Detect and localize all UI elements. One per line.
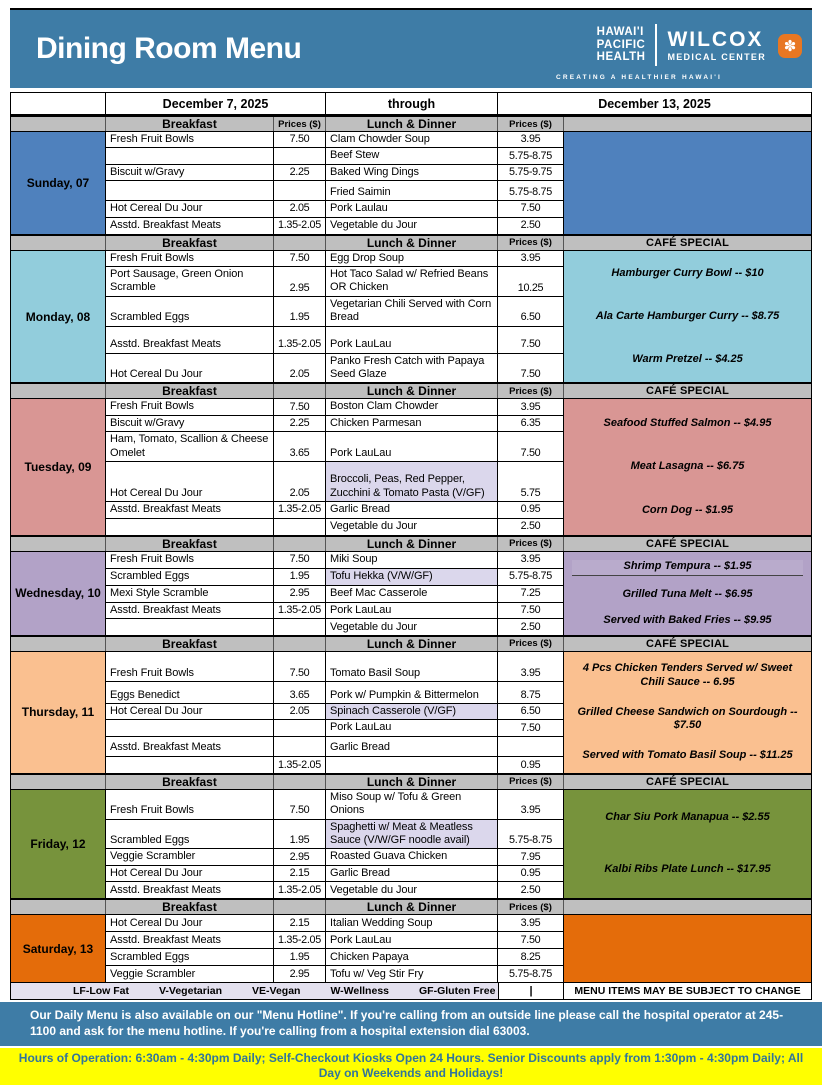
column-header-lunch-dinner: Lunch & Dinner: [326, 775, 498, 789]
breakfast-item-cell: Asstd. Breakfast Meats: [106, 327, 274, 354]
breakfast-price-cell: 1.95: [274, 569, 326, 586]
lunch-price-cell: 5.75-8.75: [498, 181, 564, 201]
logo-divider: [655, 24, 657, 66]
lunch-item-cell: Miki Soup: [326, 552, 498, 569]
breakfast-item-cell: Mexi Style Scramble: [106, 586, 274, 603]
day-label-friday: Friday, 12: [11, 790, 106, 898]
breakfast-item-cell: Biscuit w/Gravy: [106, 165, 274, 181]
column-header-breakfast-prices: [274, 537, 326, 551]
lunch-item-cell: Garlic Bread: [326, 737, 498, 757]
breakfast-item-cell: Scrambled Eggs: [106, 297, 274, 327]
lunch-price-cell: 7.95: [498, 849, 564, 865]
lunch-item-cell: Miso Soup w/ Tofu & Green Onions: [326, 790, 498, 820]
cafe-special-cell-thursday: [564, 652, 811, 773]
breakfast-item-cell: [106, 148, 274, 164]
lunch-price-cell: 7.50: [498, 354, 564, 383]
column-header-breakfast-prices: [274, 637, 326, 651]
breakfast-price-cell: 2.95: [274, 966, 326, 982]
lunch-price-cell: 0.95: [498, 866, 564, 882]
flower-icon: ✽: [778, 34, 802, 58]
lunch-item-cell: Pork w/ Pumpkin & Bittermelon: [326, 682, 498, 704]
cafe-special-cell-monday: [564, 251, 811, 383]
date-end: December 13, 2025: [598, 96, 711, 111]
lunch-item-cell: [326, 757, 498, 773]
column-header-cafe-special: CAFÉ SPECIAL: [645, 236, 730, 249]
column-header-breakfast: Breakfast: [106, 236, 274, 250]
cafe-special-cell-friday: [564, 790, 811, 898]
breakfast-price-cell: 3.65: [274, 432, 326, 462]
breakfast-item-cell: Eggs Benedict: [106, 682, 274, 704]
breakfast-item-cell: Scrambled Eggs: [106, 949, 274, 966]
column-header-cafe-special: CAFÉ SPECIAL: [645, 385, 730, 398]
breakfast-item-cell: Biscuit w/Gravy: [106, 416, 274, 432]
lunch-item-cell: Chicken Parmesan: [326, 416, 498, 432]
hph-line: HEALTH: [596, 51, 646, 64]
lunch-item-cell: Tofu w/ Veg Stir Fry: [326, 966, 498, 982]
menu-hotline-bar: Our Daily Menu is also available on our "Menu Hotline". If you're calling from an outside line please call the hospital operator at 245-1100 and ask for the menu hotline. If you're calling from a hospital extension dial 63003.: [0, 1002, 822, 1045]
cafe-special-cell-saturday: [564, 915, 811, 982]
column-header-lunch-prices: Prices ($): [498, 236, 564, 250]
legend-item: V-Vegetarian: [159, 985, 223, 998]
breakfast-price-cell: 7.50: [274, 251, 326, 267]
lunch-price-cell: 3.95: [498, 251, 564, 267]
lunch-price-cell: 10.25: [498, 267, 564, 297]
day-section-wednesday: [11, 552, 811, 635]
header-day-spacer: [11, 117, 106, 131]
column-header-breakfast-prices: [274, 900, 326, 914]
column-header-breakfast-prices: Prices ($): [274, 117, 326, 131]
lunch-item-cell: Tomato Basil Soup: [326, 652, 498, 682]
breakfast-price-cell: 7.50: [274, 790, 326, 820]
column-header-lunch-prices: Prices ($): [498, 384, 564, 398]
lunch-price-cell: 0.95: [498, 757, 564, 773]
column-header-lunch-dinner: Lunch & Dinner: [326, 236, 498, 250]
breakfast-item-cell: [106, 181, 274, 201]
hph-wilcox-logo: [596, 24, 797, 66]
cafe-special-line: Grilled Tuna Melt -- $6.95: [622, 588, 753, 601]
hours-of-operation-bar: Hours of Operation: 6:30am - 4:30pm Daily; Self-Checkout Kiosks Open 24 Hours. Senior Discounts apply from 1:30pm - 4:30pm Daily; All Day on Weekends and Holidays!: [0, 1048, 822, 1085]
lunch-price-cell: 3.95: [498, 132, 564, 148]
breakfast-item-cell: Fresh Fruit Bowls: [106, 132, 274, 148]
lunch-price-cell: 5.75-8.75: [498, 569, 564, 586]
breakfast-price-cell: 1.35-2.05: [274, 932, 326, 949]
lunch-price-cell: 5.75-9.75: [498, 165, 564, 181]
lunch-item-cell: Spaghetti w/ Meat & Meatless Sauce (V/W/GF noodle avail): [326, 820, 498, 850]
lunch-price-cell: 5.75: [498, 462, 564, 502]
column-header-breakfast-prices: [274, 236, 326, 250]
lunch-item-cell: Tofu Hekka (V/W/GF): [326, 569, 498, 586]
breakfast-item-cell: Veggie Scrambler: [106, 966, 274, 982]
lunch-item-cell: Boston Clam Chowder: [326, 399, 498, 415]
section-header-row-saturday: [11, 898, 811, 915]
column-header-breakfast: Breakfast: [106, 117, 274, 131]
day-label-sunday: Sunday, 07: [11, 132, 106, 234]
column-header-breakfast: Breakfast: [106, 637, 274, 651]
breakfast-item-cell: Fresh Fruit Bowls: [106, 652, 274, 682]
breakfast-item-cell: Fresh Fruit Bowls: [106, 251, 274, 267]
breakfast-price-cell: 1.95: [274, 297, 326, 327]
wilcox-logo-text: WILCOX MEDICAL CENTER: [667, 27, 766, 62]
lunch-price-cell: 6.50: [498, 297, 564, 327]
day-label-wednesday: Wednesday, 10: [11, 552, 106, 635]
breakfast-item-cell: Asstd. Breakfast Meats: [106, 737, 274, 757]
cafe-special-cell-tuesday: [564, 399, 811, 534]
breakfast-price-cell: 3.65: [274, 682, 326, 704]
lunch-item-cell: Pork LauLau: [326, 327, 498, 354]
breakfast-item-cell: Asstd. Breakfast Meats: [106, 603, 274, 619]
day-label-tuesday: Tuesday, 09: [11, 399, 106, 534]
breakfast-price-cell: 1.35-2.05: [274, 327, 326, 354]
legend-items: [11, 983, 498, 999]
breakfast-price-cell: 7.50: [274, 399, 326, 415]
breakfast-price-cell: 2.95: [274, 849, 326, 865]
legend-divider: |: [498, 983, 564, 999]
cafe-special-line: Grilled Cheese Sandwich on Sourdough -- $7.50: [577, 705, 798, 731]
page-title: Dining Room Menu: [36, 32, 302, 65]
column-header-lunch-prices: Prices ($): [498, 775, 564, 789]
breakfast-item-cell: Asstd. Breakfast Meats: [106, 882, 274, 898]
breakfast-item-cell: [106, 619, 274, 635]
lunch-price-cell: 7.50: [498, 932, 564, 949]
breakfast-price-cell: 2.15: [274, 915, 326, 932]
lunch-item-cell: Vegetable du Jour: [326, 519, 498, 535]
day-section-sunday: [11, 132, 811, 234]
column-header-lunch-dinner: Lunch & Dinner: [326, 637, 498, 651]
header-day-spacer: [11, 236, 106, 250]
breakfast-item-cell: Scrambled Eggs: [106, 569, 274, 586]
lunch-item-cell: Beef Mac Casserole: [326, 586, 498, 603]
lunch-item-cell: Pork LauLau: [326, 932, 498, 949]
breakfast-price-cell: [274, 148, 326, 164]
legend-item: LF-Low Fat: [73, 985, 129, 998]
lunch-item-cell: Spinach Casserole (V/GF): [326, 704, 498, 720]
lunch-item-cell: Italian Wedding Soup: [326, 915, 498, 932]
column-header-cafe-special: [564, 900, 811, 914]
lunch-price-cell: 3.95: [498, 399, 564, 415]
cafe-special-line: Served with Tomato Basil Soup -- $11.25: [582, 749, 793, 762]
header-day-spacer: [11, 775, 106, 789]
breakfast-item-cell: [106, 720, 274, 736]
menu-days: [11, 115, 811, 982]
column-header-lunch-dinner: Lunch & Dinner: [326, 117, 498, 131]
breakfast-price-cell: 2.95: [274, 267, 326, 297]
column-header-breakfast: Breakfast: [106, 900, 274, 914]
cafe-special-line: Char Siu Pork Manapua -- $2.55: [605, 811, 770, 824]
breakfast-item-cell: Asstd. Breakfast Meats: [106, 218, 274, 234]
lunch-price-cell: 7.50: [498, 432, 564, 462]
lunch-item-cell: Panko Fresh Catch with Papaya Seed Glaze: [326, 354, 498, 383]
lunch-price-cell: 2.50: [498, 218, 564, 234]
lunch-price-cell: 0.95: [498, 502, 564, 518]
column-header-lunch-prices: Prices ($): [498, 537, 564, 551]
breakfast-price-cell: 2.15: [274, 866, 326, 882]
column-header-breakfast-prices: [274, 384, 326, 398]
lunch-price-cell: 2.50: [498, 619, 564, 635]
breakfast-price-cell: 1.35-2.05: [274, 882, 326, 898]
column-header-breakfast: Breakfast: [106, 537, 274, 551]
lunch-item-cell: Pork LauLau: [326, 720, 498, 736]
date-range-row: [11, 93, 811, 115]
day-section-tuesday: [11, 399, 811, 534]
lunch-item-cell: Hot Taco Salad w/ Refried Beans OR Chicken: [326, 267, 498, 297]
breakfast-price-cell: 2.05: [274, 704, 326, 720]
column-header-cafe-special: CAFÉ SPECIAL: [645, 537, 730, 550]
lunch-item-cell: Garlic Bread: [326, 502, 498, 518]
lunch-price-cell: [498, 737, 564, 757]
lunch-item-cell: Pork LauLau: [326, 603, 498, 619]
lunch-price-cell: 5.75-8.75: [498, 148, 564, 164]
date-through: through: [326, 93, 498, 114]
legend-item: VE-Vegan: [252, 985, 301, 998]
cafe-special-line: Corn Dog -- $1.95: [641, 504, 734, 517]
legend-item: GF-Gluten Free: [419, 985, 496, 998]
cafe-special-line: Warm Pretzel -- $4.25: [632, 352, 743, 365]
hph-line: PACIFIC: [596, 38, 646, 51]
date-empty-cell: [11, 93, 106, 114]
column-header-breakfast-prices: [274, 775, 326, 789]
lunch-price-cell: 3.95: [498, 552, 564, 569]
cafe-special-line: Ala Carte Hamburger Curry -- $8.75: [595, 309, 780, 322]
breakfast-price-cell: 1.95: [274, 820, 326, 850]
column-header-lunch-prices: Prices ($): [498, 900, 564, 914]
breakfast-price-cell: 2.95: [274, 586, 326, 603]
cafe-special-line: Seafood Stuffed Salmon -- $4.95: [603, 416, 772, 429]
breakfast-item-cell: Hot Cereal Du Jour: [106, 462, 274, 502]
breakfast-item-cell: Fresh Fruit Bowls: [106, 399, 274, 415]
day-label-monday: Monday, 08: [11, 251, 106, 383]
lunch-price-cell: 6.35: [498, 416, 564, 432]
breakfast-item-cell: Fresh Fruit Bowls: [106, 552, 274, 569]
cafe-special-cell-wednesday: [564, 552, 811, 635]
lunch-item-cell: Roasted Guava Chicken: [326, 849, 498, 865]
breakfast-price-cell: 7.50: [274, 132, 326, 148]
lunch-item-cell: Broccoli, Peas, Red Pepper, Zucchini & Tomato Pasta (V/GF): [326, 462, 498, 502]
lunch-price-cell: 3.95: [498, 652, 564, 682]
breakfast-price-cell: 1.95: [274, 949, 326, 966]
column-header-lunch-prices: Prices ($): [498, 117, 564, 131]
breakfast-item-cell: Hot Cereal Du Jour: [106, 201, 274, 217]
column-header-breakfast: Breakfast: [106, 384, 274, 398]
column-header-breakfast: Breakfast: [106, 775, 274, 789]
lunch-price-cell: 8.25: [498, 949, 564, 966]
legend-row: [11, 982, 811, 999]
lunch-item-cell: Pork Laulau: [326, 201, 498, 217]
lunch-price-cell: 5.75-8.75: [498, 966, 564, 982]
section-header-row-monday: [11, 234, 811, 251]
breakfast-item-cell: Hot Cereal Du Jour: [106, 866, 274, 882]
header-banner: [10, 8, 812, 88]
breakfast-item-cell: Ham, Tomato, Scallion & Cheese Omelet: [106, 432, 274, 462]
column-header-lunch-dinner: Lunch & Dinner: [326, 384, 498, 398]
lunch-item-cell: Baked Wing Dings: [326, 165, 498, 181]
cafe-special-line: Shrimp Tempura -- $1.95: [572, 560, 803, 576]
lunch-item-cell: Fried Saimin: [326, 181, 498, 201]
lunch-item-cell: Vegetable du Jour: [326, 882, 498, 898]
lunch-price-cell: 2.50: [498, 519, 564, 535]
hph-line: HAWAI'I: [596, 26, 644, 39]
day-section-saturday: [11, 915, 811, 982]
lunch-price-cell: 5.75-8.75: [498, 820, 564, 850]
cafe-special-line: Served with Baked Fries -- $9.95: [603, 613, 772, 626]
lunch-item-cell: Clam Chowder Soup: [326, 132, 498, 148]
breakfast-price-cell: 2.05: [274, 354, 326, 383]
logo-tagline: CREATING A HEALTHIER HAWAI'I: [555, 74, 722, 81]
header-day-spacer: [11, 384, 106, 398]
date-start: December 7, 2025: [106, 93, 326, 114]
breakfast-price-cell: 7.50: [274, 652, 326, 682]
cafe-special-line: Hamburger Curry Bowl -- $10: [611, 267, 764, 280]
day-label-thursday: Thursday, 11: [11, 652, 106, 773]
lunch-item-cell: Vegetable du Jour: [326, 619, 498, 635]
legend-item: W-Wellness: [330, 985, 389, 998]
menu-change-notice: MENU ITEMS MAY BE SUBJECT TO CHANGE: [564, 983, 811, 999]
column-header-lunch-dinner: Lunch & Dinner: [326, 900, 498, 914]
breakfast-price-cell: 2.05: [274, 201, 326, 217]
column-header-cafe-special: [564, 117, 811, 131]
section-header-row-friday: [11, 773, 811, 790]
lunch-item-cell: Egg Drop Soup: [326, 251, 498, 267]
breakfast-price-cell: 2.25: [274, 416, 326, 432]
lunch-item-cell: Chicken Papaya: [326, 949, 498, 966]
lunch-price-cell: 7.50: [498, 327, 564, 354]
breakfast-item-cell: Asstd. Breakfast Meats: [106, 502, 274, 518]
breakfast-price-cell: 1.35-2.05: [274, 757, 326, 773]
lunch-item-cell: Pork LauLau: [326, 432, 498, 462]
breakfast-item-cell: Asstd. Breakfast Meats: [106, 932, 274, 949]
hph-logo-text: [597, 26, 646, 63]
breakfast-price-cell: 2.25: [274, 165, 326, 181]
day-section-thursday: [11, 652, 811, 773]
breakfast-price-cell: [274, 720, 326, 736]
column-header-lunch-dinner: Lunch & Dinner: [326, 537, 498, 551]
breakfast-price-cell: 1.35-2.05: [274, 603, 326, 619]
lunch-price-cell: 7.50: [498, 201, 564, 217]
section-header-row-thursday: [11, 635, 811, 652]
breakfast-price-cell: 2.05: [274, 462, 326, 502]
column-header-cafe-special: CAFÉ SPECIAL: [645, 637, 730, 650]
section-header-row-wednesday: [11, 535, 811, 552]
breakfast-item-cell: [106, 757, 274, 773]
dining-room-menu-page: [0, 8, 822, 1081]
breakfast-price-cell: [274, 619, 326, 635]
column-header-lunch-prices: Prices ($): [498, 637, 564, 651]
breakfast-item-cell: Hot Cereal Du Jour: [106, 704, 274, 720]
breakfast-price-cell: [274, 737, 326, 757]
lunch-price-cell: 8.75: [498, 682, 564, 704]
lunch-price-cell: 7.50: [498, 720, 564, 736]
lunch-price-cell: 7.50: [498, 603, 564, 619]
breakfast-item-cell: Hot Cereal Du Jour: [106, 354, 274, 383]
day-section-friday: [11, 790, 811, 898]
cafe-special-line: Meat Lasagna -- $6.75: [630, 460, 745, 473]
column-header-cafe-special: CAFÉ SPECIAL: [645, 775, 730, 788]
lunch-item-cell: Vegetable du Jour: [326, 218, 498, 234]
lunch-price-cell: 2.50: [498, 882, 564, 898]
lunch-price-cell: 3.95: [498, 790, 564, 820]
breakfast-item-cell: [106, 519, 274, 535]
lunch-item-cell: Beef Stew: [326, 148, 498, 164]
breakfast-item-cell: Veggie Scrambler: [106, 849, 274, 865]
lunch-price-cell: 6.50: [498, 704, 564, 720]
breakfast-price-cell: [274, 519, 326, 535]
header-day-spacer: [11, 900, 106, 914]
breakfast-price-cell: 1.35-2.05: [274, 502, 326, 518]
header-day-spacer: [11, 637, 106, 651]
header-day-spacer: [11, 537, 106, 551]
section-header-row-tuesday: [11, 382, 811, 399]
cafe-special-line: Kalbi Ribs Plate Lunch -- $17.95: [604, 863, 771, 876]
breakfast-item-cell: Hot Cereal Du Jour: [106, 915, 274, 932]
lunch-item-cell: Garlic Bread: [326, 866, 498, 882]
lunch-price-cell: 3.95: [498, 915, 564, 932]
cafe-special-cell-sunday: [564, 132, 811, 234]
section-header-row-sunday: [11, 115, 811, 132]
cafe-special-line: 4 Pcs Chicken Tenders Served w/ Sweet Chili Sauce -- 6.95: [582, 662, 793, 688]
breakfast-price-cell: [274, 181, 326, 201]
breakfast-item-cell: Port Sausage, Green Onion Scramble: [106, 267, 274, 297]
lunch-price-cell: 7.25: [498, 586, 564, 603]
breakfast-item-cell: Fresh Fruit Bowls: [106, 790, 274, 820]
breakfast-item-cell: Scrambled Eggs: [106, 820, 274, 850]
day-section-monday: [11, 251, 811, 383]
breakfast-price-cell: 1.35-2.05: [274, 218, 326, 234]
lunch-item-cell: Vegetarian Chili Served with Corn Bread: [326, 297, 498, 327]
breakfast-price-cell: 7.50: [274, 552, 326, 569]
day-label-saturday: Saturday, 13: [11, 915, 106, 982]
menu-table: [10, 92, 812, 1000]
